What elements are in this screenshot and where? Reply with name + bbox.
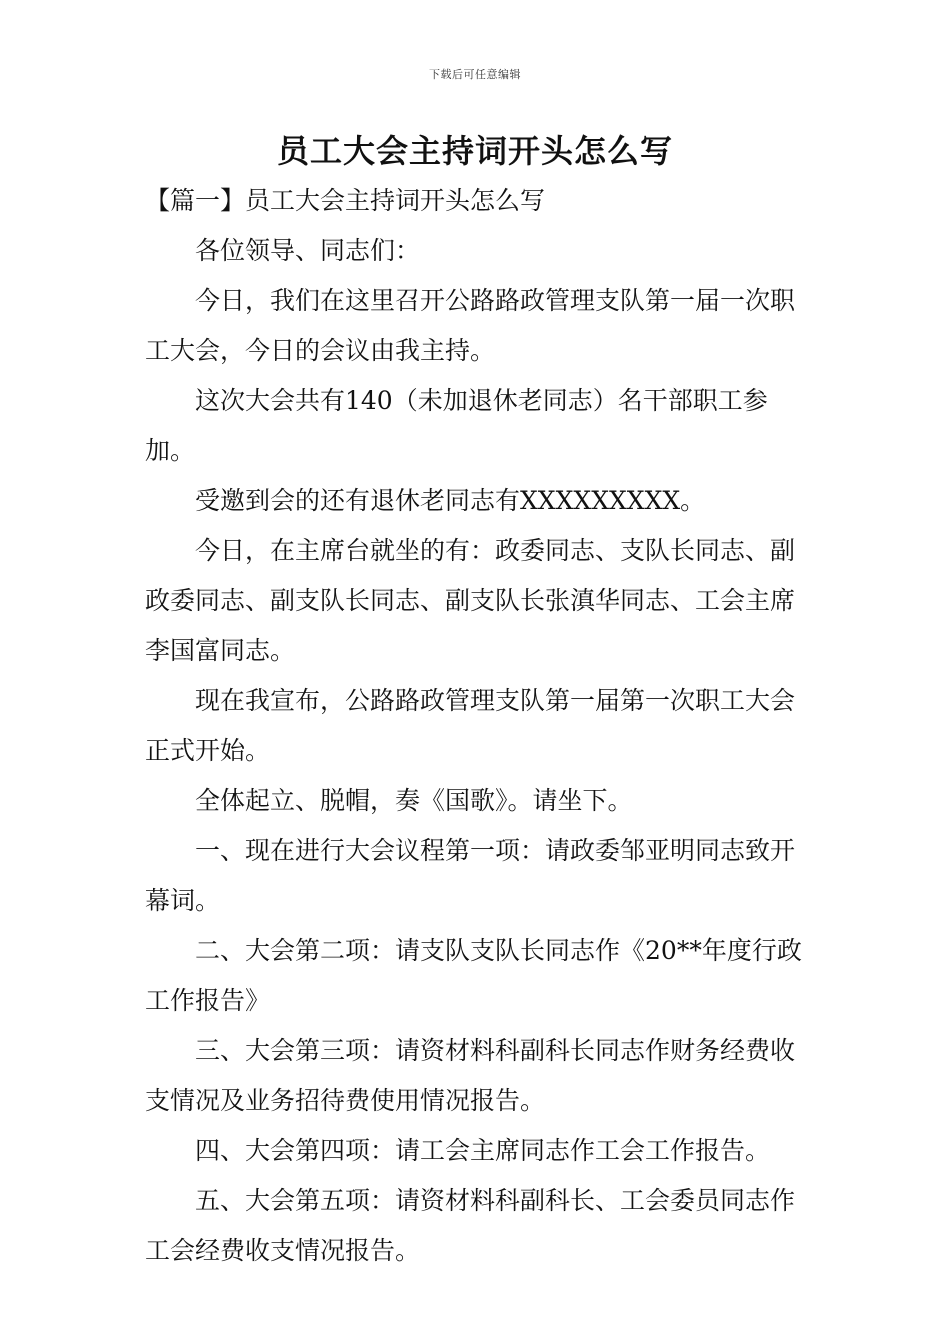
section-heading: 【篇一】员工大会主持词开头怎么写 [145, 186, 546, 215]
paragraph-agenda-3: 三、大会第三项：请资材料科副科长同志作财务经费收支情况及业务招待费使用情况报告。 [145, 1036, 796, 1115]
paragraph-greeting: 各位领导、同志们： [195, 236, 421, 265]
paragraph-announcement: 现在我宣布，公路路政管理支队第一届第一次职工大会正式开始。 [145, 686, 796, 765]
paragraph-attendance: 这次大会共有140（未加退休老同志）名干部职工参加。 [145, 386, 768, 465]
header-note: 下载后可任意编辑 [429, 68, 521, 81]
paragraph-retirees: 受邀到会的还有退休老同志有XXXXXXXXX。 [195, 486, 706, 515]
paragraph-agenda-5: 五、大会第五项：请资材料科副科长、工会委员同志作工会经费收支情况报告。 [145, 1186, 796, 1265]
document-body [145, 176, 810, 1276]
paragraph-podium: 今日，在主席台就坐的有：政委同志、支队长同志、副政委同志、副支队长同志、副支队长张滇华同志、工会主席李国富同志。 [145, 536, 796, 665]
paragraph-anthem: 全体起立、脱帽，奏《国歌》。请坐下。 [195, 786, 633, 815]
paragraph-agenda-1: 一、现在进行大会议程第一项：请政委邹亚明同志致开幕词。 [145, 836, 796, 915]
paragraph-agenda-4: 四、大会第四项：请工会主席同志作工会工作报告。 [195, 1136, 771, 1165]
paragraph-agenda-2: 二、大会第二项：请支队支队长同志作《20**年度行政工作报告》 [145, 936, 802, 1015]
paragraph-opening: 今日，我们在这里召开公路路政管理支队第一届一次职工大会，今日的会议由我主持。 [145, 286, 796, 365]
document-title: 员工大会主持词开头怎么写 [276, 132, 673, 170]
